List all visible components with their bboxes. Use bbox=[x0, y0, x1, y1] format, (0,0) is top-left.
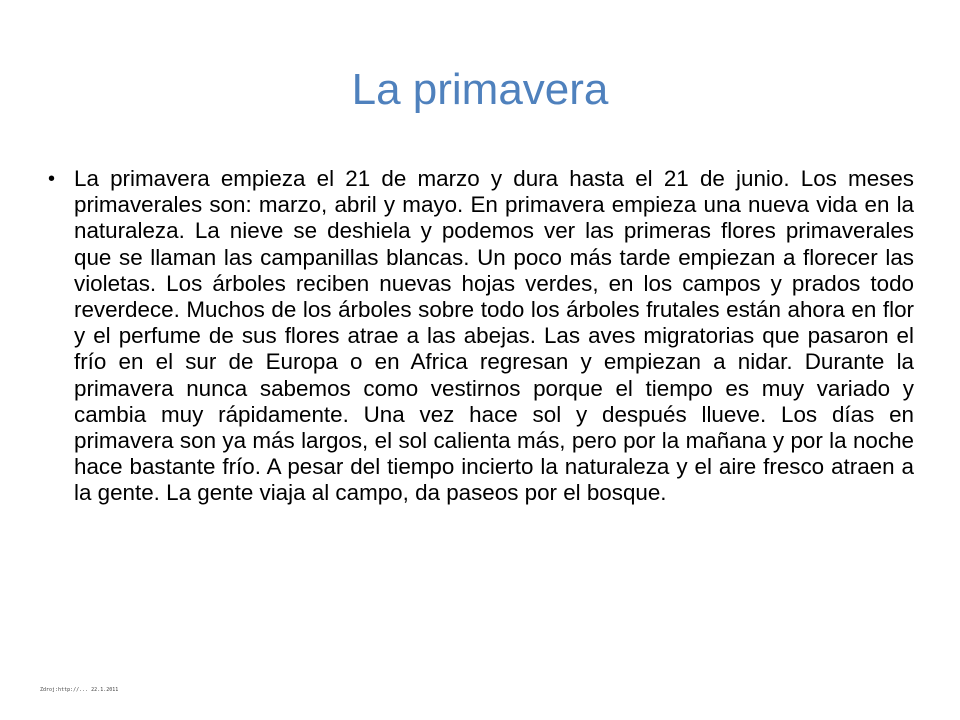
slide-title: La primavera bbox=[351, 65, 609, 114]
footer-source-note: Zdroj:http://... 22.1.2011 bbox=[40, 687, 119, 693]
bullet-text: La primavera empieza el 21 de marzo y dura hasta el 21 de junio. Los meses primaverales son: marzo, abril y mayo. En primavera empieza una nueva vida en la naturaleza. La nieve se deshiela y podemos ver las primeras flores primaverales que se llaman las campanillas blancas. Un poco más tarde empiezan a florecer las violetas. Los árboles reciben nuevas hojas verdes, en los campos y prados todo reverdece. Muchos de los árboles sobre todo los árboles frutales están ahora en flor y el perfume de sus flores atrae a las abejas. Las aves migratorias que pasaron el frío en el sur de Europa o en Africa regresan y empiezan a nidar. Durante la primavera nunca sabemos como vestirnos porque el tiempo es muy variado y cambia muy rápidamente. Una vez hace sol y después llueve. Los días en primavera son ya más largos, el sol calienta más, pero por la mañana y por la noche hace bastante frío. A pesar del tiempo incierto la naturaleza y el aire fresco atraen a la gente. La gente viaja al campo, da paseos por el bosque. bbox=[74, 166, 914, 506]
slide-content bbox=[48, 166, 914, 656]
bullet-icon: • bbox=[48, 168, 56, 190]
bullet-item bbox=[48, 166, 914, 507]
